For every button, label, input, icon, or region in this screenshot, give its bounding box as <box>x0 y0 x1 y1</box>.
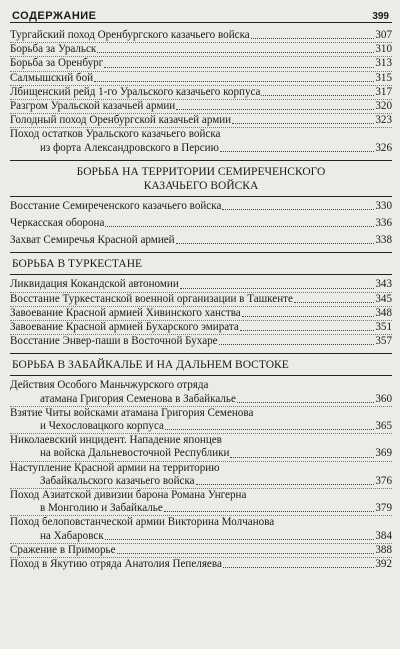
toc-entry-page: 388 <box>375 543 392 556</box>
toc-entry-title: Восстание Семиреченского казачьего войска <box>10 199 222 212</box>
toc-entry-page: 313 <box>375 57 392 70</box>
toc-entry[interactable] <box>10 57 392 71</box>
leader-dots <box>164 511 375 512</box>
toc-entry-page: 343 <box>375 278 392 291</box>
toc-entry-title-line: на войска Дальневосточной Республики <box>40 447 230 460</box>
toc-entry[interactable] <box>10 379 392 406</box>
toc-entry-page: 323 <box>375 114 392 127</box>
toc-entry[interactable] <box>10 86 392 100</box>
toc-entry-title-line: Действия Особого Маньчжурского отряда <box>10 379 209 392</box>
leader-dots <box>261 95 374 96</box>
leader-dots <box>97 52 374 53</box>
toc-entry-title-line: в Монголию и Забайкалье <box>40 502 163 515</box>
toc-entry-page: 360 <box>375 392 392 405</box>
leader-dots <box>196 484 375 485</box>
toc-entry-title-line: и Чехословацкого корпуса <box>40 420 164 433</box>
toc-entry-page: 384 <box>375 529 392 542</box>
toc-group <box>10 379 392 571</box>
leader-dots <box>165 429 374 430</box>
page-header <box>10 6 392 23</box>
toc-entry[interactable] <box>10 278 392 292</box>
toc-group <box>10 29 392 155</box>
leader-dots <box>219 344 375 345</box>
toc-entry-page: 369 <box>375 447 392 460</box>
toc-entry-page: 392 <box>375 558 392 571</box>
toc-entry[interactable] <box>10 293 392 307</box>
leader-dots <box>222 209 374 210</box>
toc-entry-title-line: Поход белоповстанческой армии Викторина Молчанова <box>10 516 275 529</box>
leader-dots <box>104 67 374 68</box>
toc-entry-title-line: Поход Азиатской дивизии барона Романа Унгерна <box>10 489 247 502</box>
toc-entry-page: 326 <box>375 141 392 154</box>
leader-dots <box>176 109 374 110</box>
section-heading <box>10 353 392 376</box>
toc-entry-title-line: Взятие Читы войсками атамана Григория Семенова <box>10 406 254 419</box>
toc-entry-page: 345 <box>375 292 392 305</box>
toc-entry-page: 365 <box>375 420 392 433</box>
toc-entry-page: 336 <box>375 217 392 230</box>
toc-entry-title: Лбищенский рейд 1-го Уральского казачьего корпуса <box>10 85 261 98</box>
toc-entry-title: Борьба за Оренбург <box>10 57 104 70</box>
page-number: 399 <box>372 11 389 22</box>
toc-group <box>10 278 392 348</box>
section-heading-line: КАЗАЧЬЕГО ВОЙСКА <box>143 179 259 192</box>
toc-entry-title-line: из форта Александровского в Персию <box>40 141 219 154</box>
toc-entry[interactable] <box>10 516 392 543</box>
leader-dots <box>105 539 375 540</box>
toc-entry-page: 315 <box>375 71 392 84</box>
leader-dots <box>240 330 375 331</box>
leader-dots <box>117 553 375 554</box>
toc-entry[interactable] <box>10 43 392 57</box>
toc-entry-page: 376 <box>375 474 392 487</box>
toc-entry-title-line: на Хабаровск <box>40 529 104 542</box>
toc-entry[interactable] <box>10 434 392 461</box>
leader-dots <box>105 226 374 227</box>
section-heading-line: БОРЬБА НА ТЕРРИТОРИИ СЕМИРЕЧЕНСКОГО <box>76 165 326 178</box>
toc-entry-title: Сражение в Приморье <box>10 543 116 556</box>
toc-entry-page: 320 <box>375 100 392 113</box>
toc-entry[interactable] <box>10 321 392 335</box>
page-title: СОДЕРЖАНИЕ <box>12 10 97 22</box>
leader-dots <box>180 288 375 289</box>
toc-entry-title-line: атамана Григория Семенова в Забайкалье <box>40 392 236 405</box>
section-heading-line: БОРЬБА В ТУРКЕСТАНЕ <box>12 258 143 271</box>
toc-entry-page: 357 <box>375 335 392 348</box>
toc-entry-page: 379 <box>375 502 392 515</box>
toc-entry-title: Восстание Туркестанской военной организации в Ташкенте <box>10 292 293 305</box>
toc-entry-title: Ликвидация Кокандской автономии <box>10 278 179 291</box>
leader-dots <box>251 38 375 39</box>
toc-entry[interactable] <box>10 217 392 230</box>
toc-entry-title: Разгром Уральской казачьей армии <box>10 100 176 113</box>
toc-entry-title: Салмышский бой <box>10 71 94 84</box>
leader-dots <box>176 243 375 244</box>
toc-entry-title: Захват Семиречья Красной армией <box>10 234 175 247</box>
leader-dots <box>237 402 374 403</box>
toc-entry-page: 310 <box>375 43 392 56</box>
toc-entry-title: Черкасская оборона <box>10 217 105 230</box>
toc-entry-title: Восстание Энвер-паши в Восточной Бухаре <box>10 335 218 348</box>
toc-entry-title-line: Забайкальского казачьего войска <box>40 474 195 487</box>
toc-entry-page: 307 <box>375 29 392 41</box>
toc-entry[interactable] <box>10 489 392 516</box>
toc-entry-title: Завоевание Красной армией Бухарского эмирата <box>10 321 239 334</box>
section-heading <box>10 160 392 197</box>
toc-entry[interactable] <box>10 307 392 321</box>
toc-entry-title-line: Поход остатков Уральского казачьего войска <box>10 128 221 141</box>
leader-dots <box>94 81 374 82</box>
toc-entry[interactable] <box>10 29 392 43</box>
toc-entry[interactable] <box>10 128 392 154</box>
toc-entry-title-line: Наступление Красной армии на территорию <box>10 461 220 474</box>
toc-entry-title: Тургайский поход Оренбургского казачьего войска <box>10 29 250 41</box>
toc-entry-title: Голодный поход Оренбургской казачьей армии <box>10 114 232 127</box>
toc-entry-title: Борьба за Уральск <box>10 43 97 56</box>
toc-entry[interactable] <box>10 544 392 558</box>
section-heading <box>10 252 392 275</box>
leader-dots <box>242 316 375 317</box>
toc-entry[interactable] <box>10 462 392 489</box>
toc-entry-title-line: Николаевский инцидент. Нападение японцев <box>10 434 222 447</box>
toc-entry-page: 338 <box>375 234 392 247</box>
toc-entry-title: Поход в Якутию отряда Анатолия Пепеляева <box>10 558 222 571</box>
toc-entry[interactable] <box>10 114 392 128</box>
toc-entry[interactable] <box>10 100 392 114</box>
toc-entry[interactable] <box>10 200 392 213</box>
toc-entry-page: 330 <box>375 199 392 212</box>
leader-dots <box>232 123 374 124</box>
leader-dots <box>220 151 375 152</box>
toc-entry-title: Завоевание Красной армией Хивинского ханства <box>10 306 241 319</box>
leader-dots <box>223 567 374 568</box>
toc-entry-page: 317 <box>375 85 392 98</box>
toc-entry-page: 348 <box>375 306 392 319</box>
toc-entry[interactable] <box>10 407 392 434</box>
leader-dots <box>294 302 374 303</box>
toc-group <box>10 200 392 248</box>
section-heading-line: БОРЬБА В ЗАБАЙКАЛЬЕ И НА ДАЛЬНЕМ ВОСТОКЕ <box>12 359 289 372</box>
toc-entry[interactable] <box>10 72 392 86</box>
toc-entry[interactable] <box>10 558 392 571</box>
leader-dots <box>230 457 374 458</box>
toc-entry[interactable] <box>10 234 392 247</box>
toc-entry[interactable] <box>10 335 392 348</box>
toc-entry-page: 351 <box>375 321 392 334</box>
